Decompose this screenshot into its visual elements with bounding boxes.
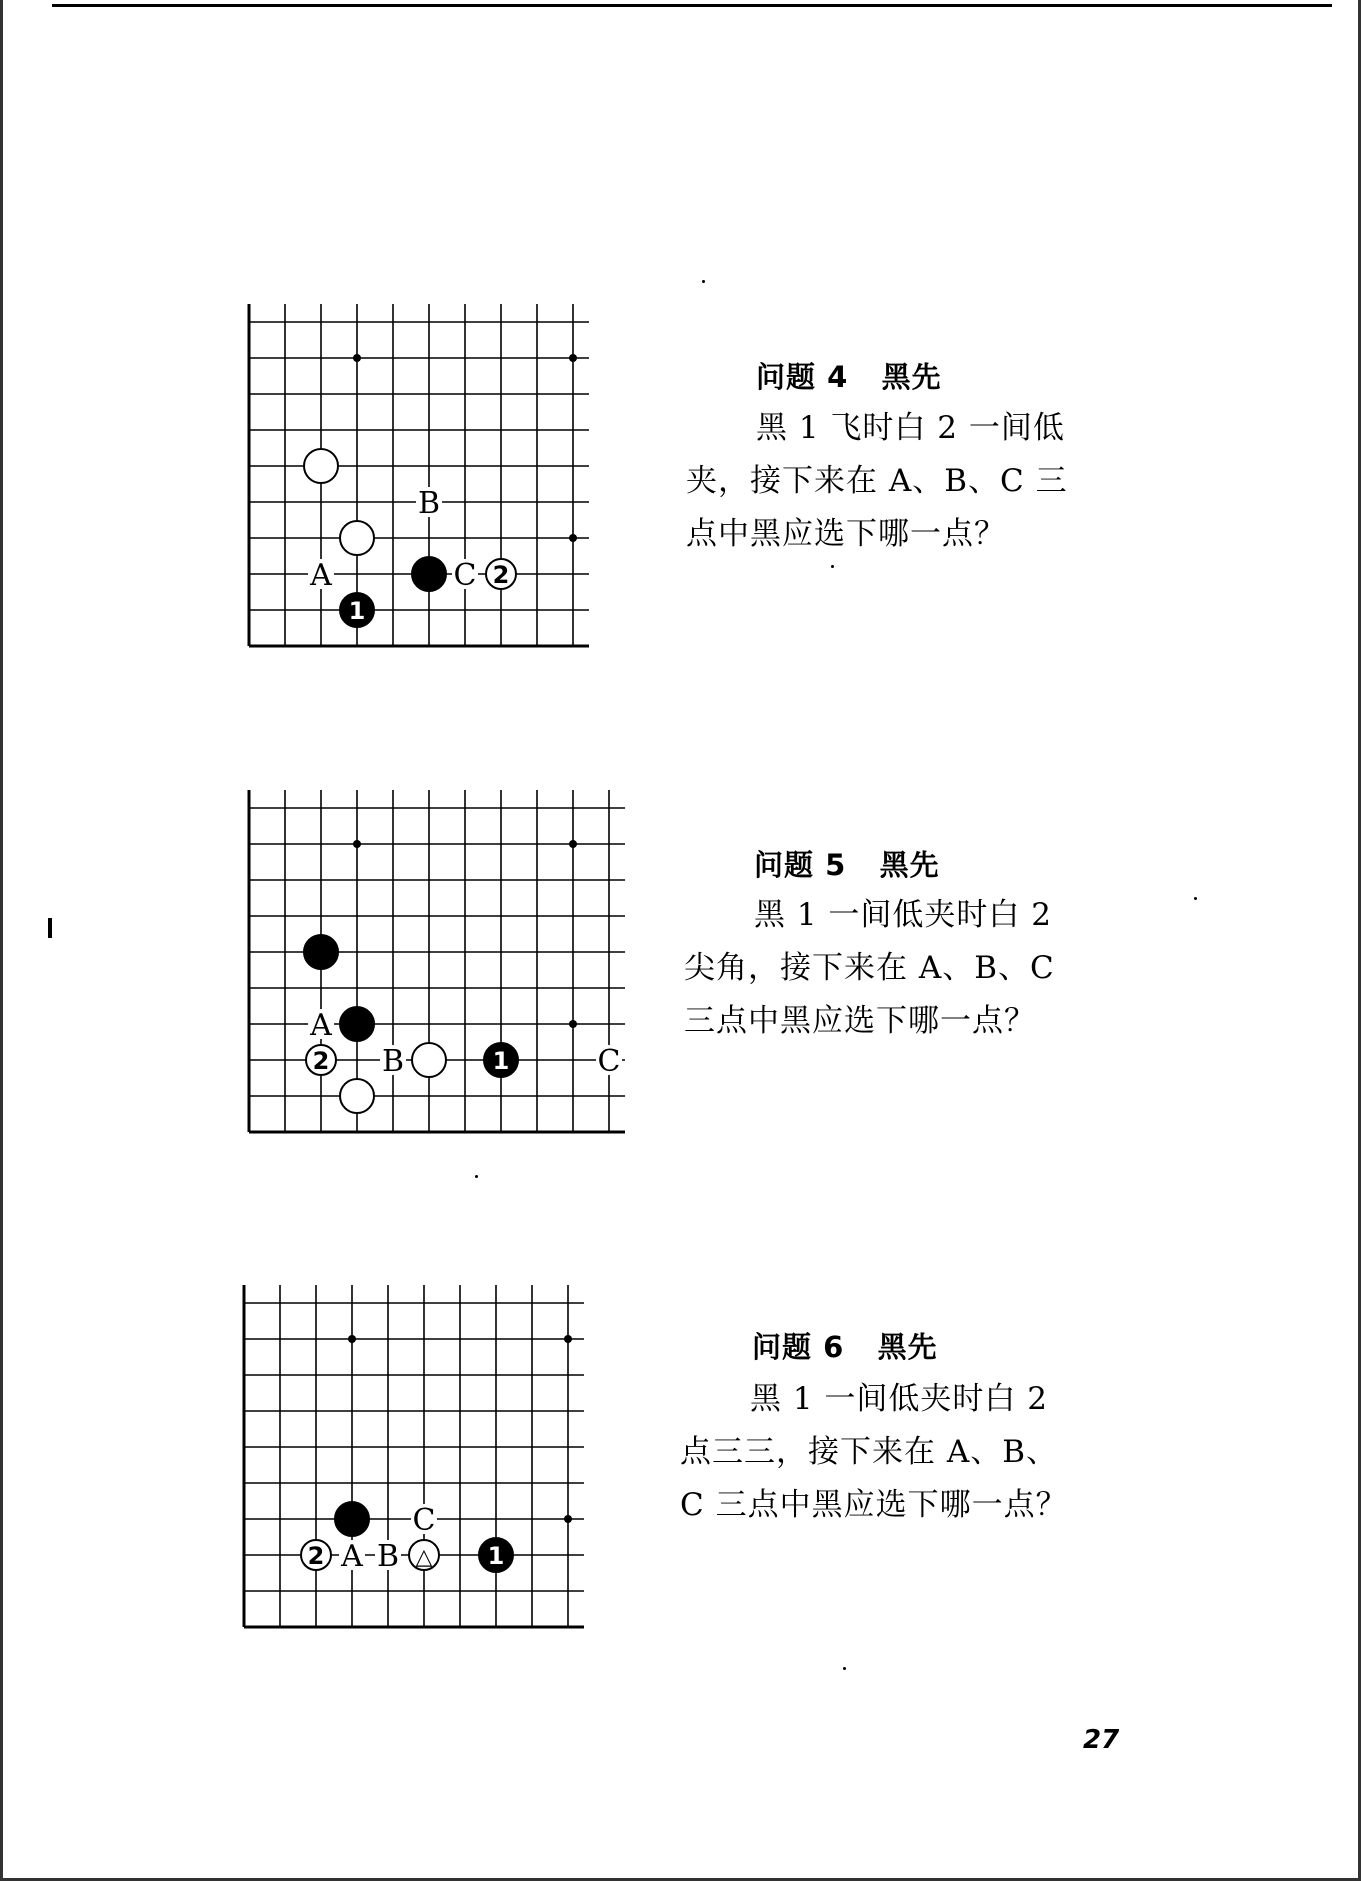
board-point-label: C (412, 1503, 436, 1538)
white-stone (340, 1079, 374, 1113)
board-point-label: C (597, 1044, 621, 1079)
print-speck (843, 1667, 846, 1670)
problem-text: 黑 1 一间低夹时白 2 尖角，接下来在 A、B、C 三点中黑应选下哪一点？ (684, 897, 1055, 1039)
star-point (564, 1335, 572, 1343)
problem-text: 黑 1 一间低夹时白 2 点三三，接下来在 A、B、C 三点中黑应选下哪一点？ (680, 1381, 1068, 1523)
star-point (569, 840, 577, 848)
stone-move-number: 2 (307, 1542, 325, 1570)
print-speck (1194, 897, 1197, 900)
stone-move-number: 2 (492, 561, 510, 589)
go-board-problem-5 (245, 788, 627, 1138)
black-stone (412, 557, 446, 591)
board-point-label: A (310, 558, 332, 593)
board-point-label: A (310, 1008, 332, 1043)
board-point-label: B (381, 1044, 405, 1079)
black-stone (304, 935, 338, 969)
star-point (348, 1335, 356, 1343)
white-stone (304, 449, 338, 483)
go-board-problem-6 (240, 1283, 586, 1633)
stone-move-number: 1 (492, 1047, 510, 1075)
margin-mark (48, 918, 52, 938)
star-point (353, 354, 361, 362)
problem-title: 问题 5 黑先 (754, 848, 940, 882)
board-point-label: B (376, 1539, 400, 1574)
star-point (353, 840, 361, 848)
board-grid (249, 790, 625, 1132)
problem-title: 问题 4 黑先 (756, 360, 942, 394)
stone-move-number: 1 (348, 597, 366, 625)
star-point (569, 1020, 577, 1028)
stone-move-number: 2 (312, 1047, 330, 1075)
board-point-label: B (417, 486, 441, 521)
stone-move-number: △ (415, 1545, 433, 1570)
go-board-svg (245, 788, 627, 1138)
print-speck (831, 565, 834, 568)
print-speck (702, 280, 705, 283)
problem-title: 问题 6 黑先 (752, 1330, 938, 1364)
star-point (569, 534, 577, 542)
page-number: 27 (1083, 1725, 1120, 1755)
problem-text: 黑 1 飞时白 2 一间低夹，接下来在 A、B、C 三点中黑应选下哪一点？ (686, 410, 1068, 552)
board-point-label: C (453, 558, 477, 593)
black-stone (335, 1502, 369, 1536)
go-board-svg (245, 302, 591, 652)
board-grid (249, 304, 589, 646)
board-point-label: A (341, 1539, 363, 1574)
page-left-edge (0, 0, 3, 1881)
print-speck (475, 1175, 478, 1178)
go-board-svg (240, 1283, 586, 1633)
stone-move-number: 1 (487, 1542, 505, 1570)
white-stone (340, 521, 374, 555)
board-grid (244, 1285, 584, 1627)
black-stone (340, 1007, 374, 1041)
white-stone (412, 1043, 446, 1077)
star-point (564, 1515, 572, 1523)
star-point (569, 354, 577, 362)
go-board-problem-4 (245, 302, 591, 652)
header-rule (52, 4, 1332, 7)
